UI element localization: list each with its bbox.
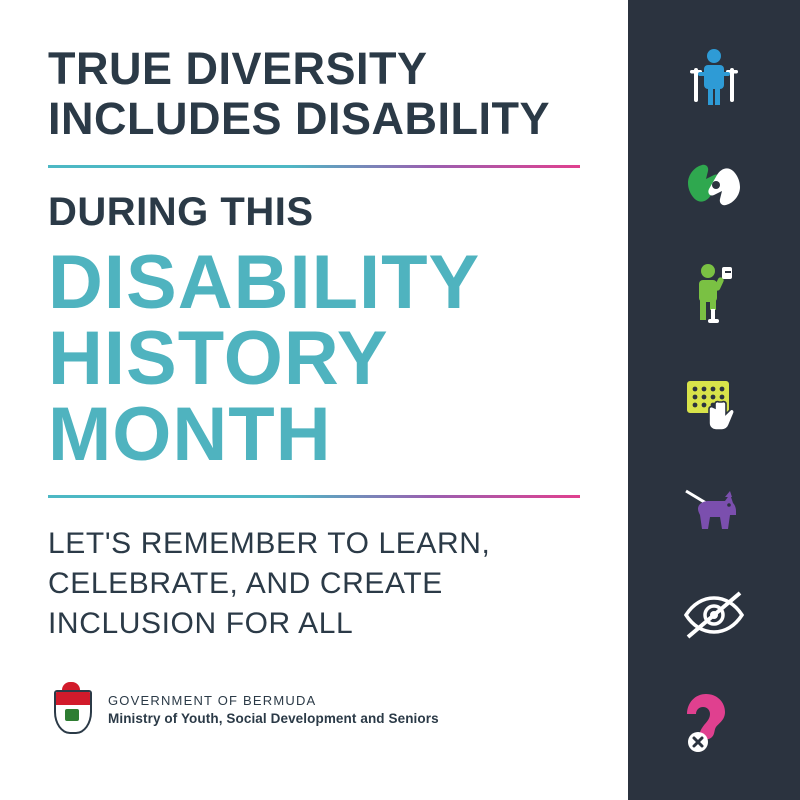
page-title xyxy=(48,44,580,145)
braille-keyboard-hand-icon xyxy=(677,363,751,437)
subheadline: DURING THIS xyxy=(48,189,314,234)
sign-language-hands-icon xyxy=(677,148,751,222)
event-title xyxy=(48,239,580,477)
headline-line-2: INCLUDES DISABILITY xyxy=(48,93,551,145)
coat-of-arms-icon xyxy=(48,682,94,738)
person-with-prosthetic-leg-icon xyxy=(677,256,751,330)
event-title-line-3: MONTH xyxy=(48,391,332,477)
headline-line-1: TRUE DIVERSITY xyxy=(48,43,428,94)
government-label: GOVERNMENT OF BERMUDA xyxy=(108,692,317,708)
event-title-line-1: DISABILITY xyxy=(48,239,481,325)
event-title-line-2: HISTORY xyxy=(48,315,389,401)
tagline-line-1: LET'S REMEMBER TO LEARN, xyxy=(48,526,491,560)
icon-sidebar xyxy=(628,0,800,800)
low-vision-eye-icon xyxy=(677,578,751,652)
footer-text xyxy=(108,693,439,727)
deaf-ear-icon xyxy=(677,685,751,759)
divider-top xyxy=(48,165,580,168)
footer-branding xyxy=(48,682,439,738)
guide-dog-icon xyxy=(677,470,751,544)
person-with-crutches-icon xyxy=(677,41,751,115)
tagline-line-3: INCLUSION FOR ALL xyxy=(48,606,354,640)
disability-icon-strip xyxy=(628,0,800,800)
ministry-label: Ministry of Youth, Social Development and Seniors xyxy=(108,710,439,726)
tagline-line-2: CELEBRATE, AND CREATE xyxy=(48,566,443,600)
tagline xyxy=(48,524,580,644)
divider-bottom xyxy=(48,495,580,498)
